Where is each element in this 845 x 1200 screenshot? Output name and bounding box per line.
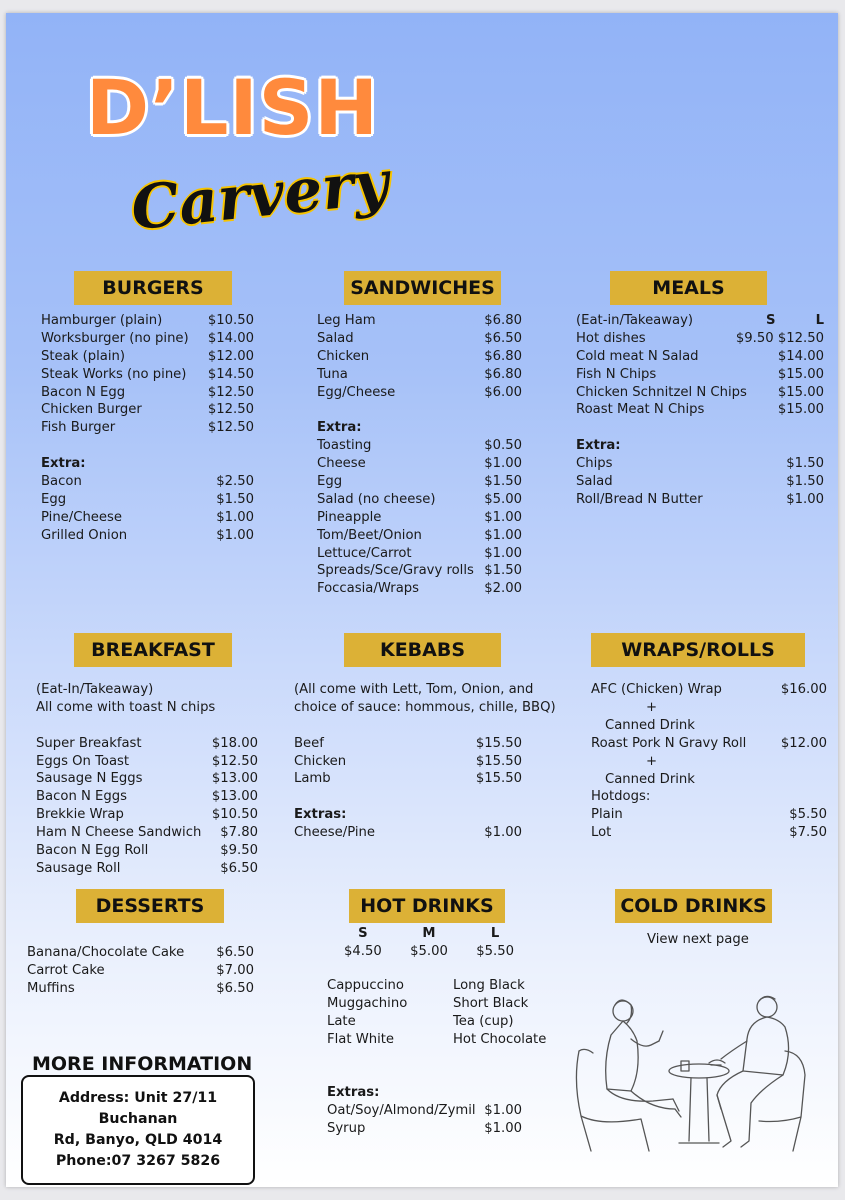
size-label: S: [358, 926, 368, 941]
item-price: $1.00: [216, 527, 254, 543]
hot-drink-name: Flat White: [327, 1031, 395, 1047]
item-name: Syrup: [327, 1120, 366, 1136]
item-price: $1.50: [786, 456, 824, 472]
menu-page: [6, 13, 838, 1187]
kebabs-extra-label: Extras:: [294, 807, 347, 823]
item-price: $5.50: [789, 807, 827, 823]
item-price: $12.50: [207, 384, 254, 400]
menu-item-row: [317, 491, 522, 509]
menu-item-row: [576, 366, 824, 384]
kebabs-header: KEBABS: [344, 633, 501, 667]
hot-drinks-header: HOT DRINKS: [349, 889, 505, 923]
item-price: $15.00: [777, 402, 824, 418]
item-name: Tuna: [317, 366, 348, 382]
menu-item-row: [41, 419, 254, 437]
meals-hot-dishes-s: $9.50: [735, 330, 774, 346]
wraps-header: WRAPS/ROLLS: [591, 633, 805, 667]
item-name: Chicken: [317, 348, 370, 364]
item-price: $7.00: [216, 962, 254, 978]
item-price: $1.00: [484, 509, 522, 525]
meals-size-l: L: [815, 313, 824, 328]
menu-item-row: [36, 860, 258, 878]
item-price: $18.00: [211, 735, 258, 751]
item-name: Cheese: [317, 456, 366, 472]
item-name: Cold meat N Salad: [576, 348, 699, 364]
hot-drink-name: Late: [327, 1013, 356, 1029]
item-name: Bacon N Egg: [41, 384, 126, 400]
menu-item-row: [317, 527, 522, 545]
item-name: Brekkie Wrap: [36, 807, 124, 823]
item-name: Bacon: [41, 474, 82, 490]
meals-header: MEALS: [610, 271, 767, 305]
menu-item-row: [294, 753, 522, 771]
desserts-section: [27, 944, 254, 998]
item-name: Oat/Soy/Almond/Zymil: [327, 1102, 476, 1118]
breakfast-note-1: (Eat-In/Takeaway): [36, 682, 154, 697]
menu-item-row: [576, 348, 824, 366]
item-name: Chicken Burger: [41, 402, 142, 418]
menu-item-row: [36, 735, 258, 753]
menu-item-row: [576, 473, 824, 491]
menu-item-row: [41, 366, 254, 384]
item-name: Bacon N Egg Roll: [36, 843, 149, 859]
info-box: [21, 1075, 255, 1185]
item-price: $1.50: [484, 563, 522, 579]
meals-extra-label: Extra:: [576, 438, 621, 454]
burgers-header: BURGERS: [74, 271, 232, 305]
menu-item-row: [36, 806, 258, 824]
cold-drinks-note: View next page: [647, 932, 749, 947]
hot-drink-size: [476, 925, 514, 961]
burgers-extras-list: [41, 473, 254, 545]
sandwiches-extras-list: [317, 437, 522, 598]
item-price: $15.50: [475, 735, 522, 751]
item-price: $12.50: [207, 420, 254, 436]
breakfast-section: [36, 681, 258, 878]
item-price: $1.00: [484, 825, 522, 841]
item-price: $1.50: [786, 474, 824, 490]
item-name: Sausage Roll: [36, 860, 121, 876]
item-price: $6.80: [484, 366, 522, 382]
wraps-roast: Roast Pork N Gravy Roll: [591, 735, 747, 751]
info-address-1: Address: Unit 27/11 Buchanan: [58, 1090, 218, 1127]
item-price: $1.00: [484, 1102, 522, 1118]
item-name: Ham N Cheese Sandwich: [36, 825, 202, 841]
item-price: $14.00: [777, 348, 824, 364]
menu-item-row: [576, 455, 824, 473]
item-price: $15.50: [475, 753, 522, 769]
menu-item-row: [317, 455, 522, 473]
menu-item-row: [317, 384, 522, 402]
item-name: Chips: [576, 456, 613, 472]
menu-item-row: [317, 348, 522, 366]
item-price: $6.80: [484, 348, 522, 364]
item-price: $2.50: [216, 474, 254, 490]
item-price: $7.80: [220, 825, 258, 841]
meals-hot-dishes: Hot dishes: [576, 330, 646, 346]
item-name: Toasting: [317, 438, 372, 454]
item-name: Sausage N Eggs: [36, 771, 143, 787]
item-name: Chicken: [294, 753, 347, 769]
hot-drink-name: Long Black: [453, 978, 525, 993]
item-name: Roast Meat N Chips: [576, 402, 705, 418]
item-name: Muffins: [27, 980, 75, 996]
menu-item-row: [576, 491, 824, 509]
menu-item-row: [294, 735, 522, 753]
desserts-list: [27, 944, 254, 998]
item-name: Banana/Chocolate Cake: [27, 945, 185, 960]
menu-item-row: [317, 437, 522, 455]
kebabs-note-2: choice of sauce: hommous, chille, BBQ): [294, 699, 556, 715]
sandwiches-header: SANDWICHES: [344, 271, 501, 305]
more-info-title: MORE INFORMATION: [32, 1053, 253, 1075]
item-price: $14.00: [207, 330, 254, 346]
item-name: Lettuce/Carrot: [317, 545, 412, 561]
burgers-section: [41, 312, 254, 545]
hot-drinks-extra-label: Extras:: [327, 1085, 380, 1100]
item-name: Egg: [41, 491, 67, 507]
item-name: Hamburger (plain): [41, 313, 163, 328]
item-price: $15.50: [475, 771, 522, 787]
hot-drinks-sizes: [344, 925, 514, 961]
item-name: Tom/Beet/Onion: [317, 527, 422, 543]
item-name: Salad: [576, 474, 613, 490]
menu-item-row: [36, 788, 258, 806]
hot-drink-name: Hot Chocolate: [453, 1031, 547, 1047]
hot-drink-name: Muggachino: [327, 995, 408, 1011]
sandwiches-section: [317, 312, 522, 598]
menu-item-row: [294, 824, 522, 842]
item-name: Super Breakfast: [36, 735, 142, 751]
item-name: Fish Burger: [41, 420, 116, 436]
hot-drinks-col-1: [327, 977, 453, 1049]
item-name: Worksburger (no pine): [41, 330, 189, 346]
item-name: Grilled Onion: [41, 527, 128, 543]
hot-drink-name: Short Black: [453, 995, 529, 1011]
info-phone: Phone:07 3267 5826: [55, 1153, 221, 1169]
kebabs-extras-list: [294, 824, 522, 842]
meals-list: [576, 348, 824, 420]
menu-item-row: [41, 527, 254, 545]
menu-item-row: [27, 980, 254, 998]
size-price: $4.50: [344, 943, 382, 959]
menu-item-row: [317, 473, 522, 491]
item-name: Leg Ham: [317, 313, 376, 328]
menu-item-row: [317, 562, 522, 580]
item-name: Egg/Cheese: [317, 384, 396, 400]
hot-drinks-extras-list: [327, 1102, 522, 1138]
item-price: $15.00: [777, 366, 824, 382]
item-name: Salad: [317, 330, 354, 346]
item-price: $9.50: [220, 843, 258, 859]
wraps-list: [591, 806, 827, 842]
menu-item-row: [327, 1120, 522, 1138]
item-price: $6.50: [216, 980, 254, 996]
menu-item-row: [317, 366, 522, 384]
item-price: $1.50: [484, 474, 522, 490]
menu-item-row: [27, 962, 254, 980]
menu-item-row: [41, 473, 254, 491]
meals-hot-dishes-l: $12.50: [777, 330, 824, 346]
size-price: $5.00: [410, 943, 448, 959]
sandwiches-list: [317, 312, 522, 401]
kebabs-note-1: (All come with Lett, Tom, Onion, and: [294, 682, 534, 697]
menu-item-row: [591, 824, 827, 842]
menu-item-row: [591, 806, 827, 824]
wraps-afc-price: $16.00: [780, 682, 827, 697]
item-price: $1.00: [484, 1120, 522, 1136]
item-name: Pine/Cheese: [41, 509, 123, 525]
kebabs-section: [294, 681, 556, 842]
item-price: $12.50: [207, 402, 254, 418]
menu-item-row: [576, 401, 824, 419]
hot-drinks-size-list: [344, 925, 514, 961]
item-name: Lot: [591, 825, 612, 841]
cold-drinks-header: COLD DRINKS: [615, 889, 772, 923]
item-price: $6.50: [220, 860, 258, 876]
cafe-couple-illustration: [571, 991, 811, 1171]
item-price: $12.00: [207, 348, 254, 364]
item-price: $1.00: [786, 491, 824, 507]
item-name: Cheese/Pine: [294, 825, 376, 841]
item-name: Plain: [591, 807, 623, 823]
item-name: Fish N Chips: [576, 366, 657, 382]
wraps-hotdogs: Hotdogs:: [591, 789, 651, 805]
menu-item-row: [41, 491, 254, 509]
hot-drinks-extras-section: [327, 1084, 522, 1138]
item-price: $6.50: [216, 945, 254, 960]
menu-item-row: [317, 509, 522, 527]
item-price: $6.80: [484, 313, 522, 328]
item-name: Lamb: [294, 771, 331, 787]
hot-drink-size: [410, 925, 448, 961]
item-price: $15.00: [777, 384, 824, 400]
menu-item-row: [327, 1102, 522, 1120]
item-price: $14.50: [207, 366, 254, 382]
item-price: $1.00: [484, 545, 522, 561]
item-price: $13.00: [211, 771, 258, 787]
item-name: Eggs On Toast: [36, 753, 130, 769]
wraps-section: [591, 681, 827, 842]
item-price: $7.50: [789, 825, 827, 841]
item-name: Foccasia/Wraps: [317, 581, 420, 597]
meals-extras-list: [576, 455, 824, 509]
wraps-roast-price: $12.00: [780, 735, 827, 751]
size-label: L: [490, 926, 500, 941]
item-price: $10.50: [211, 807, 258, 823]
sandwiches-extra-label: Extra:: [317, 420, 362, 436]
menu-item-row: [36, 824, 258, 842]
item-price: $0.50: [484, 438, 522, 454]
hot-drink-size: [344, 925, 382, 961]
menu-item-row: [317, 580, 522, 598]
menu-item-row: [317, 545, 522, 563]
logo-subtitle: Carvery: [128, 147, 392, 245]
item-price: $10.50: [207, 313, 254, 328]
item-price: $6.50: [484, 330, 522, 346]
item-price: $1.00: [484, 456, 522, 472]
wraps-plus-1: +: [646, 699, 658, 715]
breakfast-header: BREAKFAST: [74, 633, 232, 667]
info-address-2: Rd, Banyo, QLD 4014: [53, 1132, 223, 1148]
menu-item-row: [36, 842, 258, 860]
desserts-header: DESSERTS: [76, 889, 224, 923]
menu-item-row: [27, 944, 254, 962]
item-name: Egg: [317, 474, 343, 490]
meals-section: [576, 312, 824, 509]
menu-item-row: [41, 312, 254, 330]
menu-item-row: [294, 770, 522, 788]
size-price: $5.50: [476, 943, 514, 959]
breakfast-list: [36, 735, 258, 878]
hot-drink-name: Cappuccino: [327, 978, 404, 993]
item-name: Steak (plain): [41, 348, 125, 364]
item-name: Roll/Bread N Butter: [576, 491, 703, 507]
breakfast-note-2: All come with toast N chips: [36, 699, 216, 715]
menu-item-row: [36, 753, 258, 771]
item-price: $6.00: [484, 384, 522, 400]
meals-size-s: S: [766, 313, 776, 328]
menu-item-row: [36, 770, 258, 788]
menu-item-row: [317, 312, 522, 330]
item-name: Chicken Schnitzel N Chips: [576, 384, 747, 400]
item-price: $5.00: [484, 491, 522, 507]
wraps-drink-2: Canned Drink: [605, 771, 695, 787]
logo-title: D’LISH: [86, 63, 380, 152]
item-name: Spreads/Sce/Gravy rolls: [317, 563, 474, 579]
menu-item-row: [576, 384, 824, 402]
menu-item-row: [41, 330, 254, 348]
wraps-plus-2: +: [646, 753, 658, 769]
item-price: $1.50: [216, 491, 254, 507]
hot-drinks-col-2: [453, 977, 546, 1049]
menu-item-row: [41, 348, 254, 366]
item-price: $2.00: [484, 581, 522, 597]
item-name: Steak Works (no pine): [41, 366, 187, 382]
kebabs-list: [294, 735, 522, 789]
item-price: $13.00: [211, 789, 258, 805]
hot-drinks-section: [327, 977, 557, 1049]
burgers-extra-label: Extra:: [41, 456, 86, 472]
menu-item-row: [41, 401, 254, 419]
item-name: Bacon N Eggs: [36, 789, 127, 805]
meals-note: (Eat-in/Takeaway): [576, 313, 694, 328]
menu-item-row: [317, 330, 522, 348]
item-name: Pineapple: [317, 509, 382, 525]
item-name: Carrot Cake: [27, 962, 105, 978]
wraps-afc: AFC (Chicken) Wrap: [591, 682, 722, 697]
item-name: Salad (no cheese): [317, 491, 436, 507]
item-price: $12.50: [211, 753, 258, 769]
menu-item-row: [41, 384, 254, 402]
hot-drink-name: Tea (cup): [453, 1013, 514, 1029]
size-label: M: [422, 926, 436, 941]
burgers-list: [41, 312, 254, 437]
menu-item-row: [41, 509, 254, 527]
item-price: $1.00: [484, 527, 522, 543]
wraps-drink-1: Canned Drink: [605, 717, 695, 733]
item-name: Beef: [294, 735, 324, 751]
item-price: $1.00: [216, 509, 254, 525]
